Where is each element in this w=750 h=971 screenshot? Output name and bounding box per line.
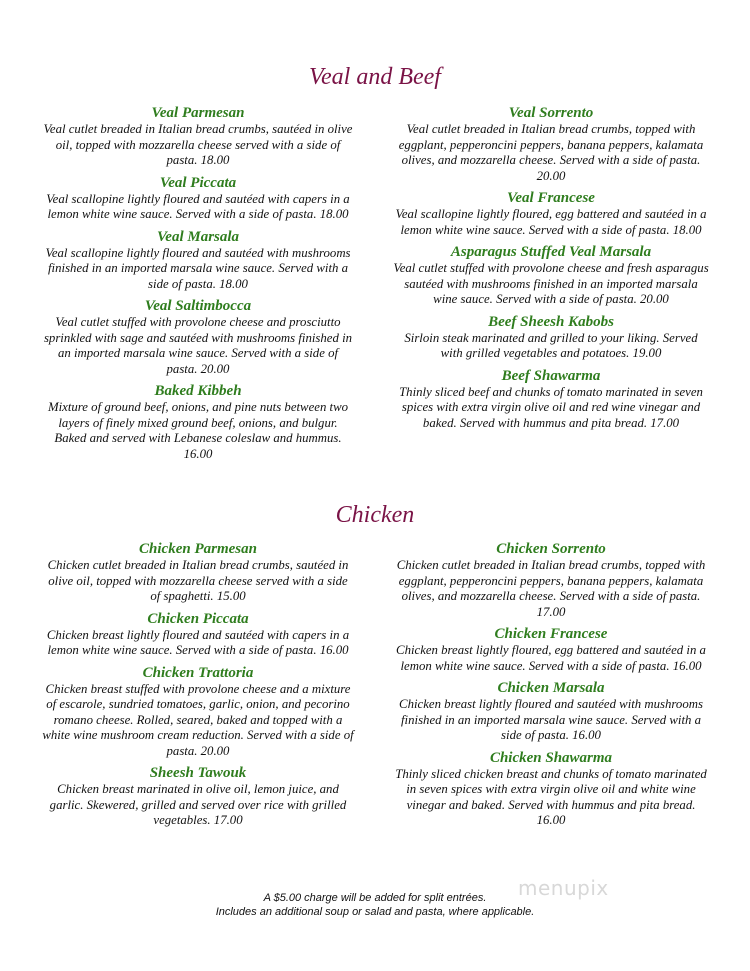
menu-item-description: Veal cutlet breaded in Italian bread crumbs, topped with eggplant, pepperoncini peppers, banana peppers, kalamata olives, and mozzarella cheese. Served with a side of pasta. 20.00 xyxy=(398,122,704,183)
menu-item-description: Chicken cutlet breaded in Italian bread crumbs, sautéed in olive oil, topped with mozzarella cheese served with a side of spaghetti. 15.00 xyxy=(47,558,349,603)
menu-item-description: Chicken cutlet breaded in Italian bread crumbs, topped with eggplant, pepperoncini peppers, banana peppers, kalamata olives, and mozzarella cheese. Served with a side of pasta. 17.00 xyxy=(396,558,706,619)
menu-item-description: Thinly sliced beef and chunks of tomato marinated in seven spices with extra virgin olive oil and red wine vinegar and baked. Served with hummus and pita bread. 17.00 xyxy=(399,384,703,430)
section-title-veal-and-beef: Veal and Beef xyxy=(309,64,441,90)
menu-item-description: Mixture of ground beef, onions, and pine nuts between two layers of finely mixed ground beef, onions, and bulgur. Baked and served with Lebanese coleslaw and hummus. 16.00 xyxy=(47,400,349,461)
menu-item xyxy=(42,541,354,605)
menu-item-description: Chicken breast lightly floured, egg battered and sautéed in a lemon white wine sauce. Served with a side of pasta. 16.00 xyxy=(396,643,706,673)
menupix-watermark: menupix xyxy=(518,876,609,900)
menu-item-name: Veal Francese xyxy=(507,190,595,206)
section-title-chicken: Chicken xyxy=(335,502,415,528)
menu-item-name: Chicken Sorrento xyxy=(496,541,606,557)
menu-item xyxy=(393,750,709,829)
menu-item xyxy=(42,665,354,760)
menu-item-name: Sheesh Tawouk xyxy=(149,765,247,781)
veal-left-column xyxy=(42,105,354,468)
menu-item xyxy=(42,298,354,377)
menu-item-name: Chicken Shawarma xyxy=(489,749,613,766)
menu-item-description: Thinly sliced chicken breast and chunks of tomato marinated in seven spices with extra virgin olive oil and white wine vinegar and baked. Served with hummus and pita bread. 16.00 xyxy=(395,766,707,827)
menu-item-name: Asparagus Stuffed Veal Marsala xyxy=(450,244,652,260)
menu-item xyxy=(393,626,709,674)
menu-item-name: Baked Kibbeh xyxy=(154,383,242,399)
menu-item-description: Chicken breast marinated in olive oil, lemon juice, and garlic. Skewered, grilled and served over rice with grilled vegetables. 17.00 xyxy=(49,782,347,827)
menu-item xyxy=(42,105,354,169)
menu-item-description: Veal scallopine lightly floured, egg battered and sautéed in a lemon white wine sauce. Served with a side of pasta. 18.00 xyxy=(395,207,707,237)
menu-item-name: Beef Shawarma xyxy=(501,367,601,384)
menu-item-name: Chicken Parmesan xyxy=(139,541,257,557)
menu-item xyxy=(393,541,709,620)
menu-item-description: Chicken breast lightly floured and sautéed with capers in a lemon white wine sauce. Served with a side of pasta. 16.00 xyxy=(46,627,350,657)
menu-item xyxy=(42,611,354,659)
menu-item xyxy=(393,105,709,184)
menu-item xyxy=(42,229,354,293)
chicken-left-column xyxy=(42,541,354,835)
menu-item-description: Chicken breast stuffed with provolone cheese and a mixture of escarole, sundried tomatoes, garlic, onion, and pecorino romano cheese. Rolled, seared, baked and topped with a white wine mushroom cream reduction. Served with a side of pasta. 20.00 xyxy=(42,681,354,758)
menu-item-description: Veal cutlet stuffed with provolone cheese and fresh asparagus sautéed with mushrooms finished in an imported marsala wine sauce. Served with a side of pasta. 20.00 xyxy=(393,261,709,306)
menu-item-name: Veal Sorrento xyxy=(508,105,594,121)
menu-item xyxy=(393,680,709,744)
menu-item-description: Veal cutlet stuffed with provolone cheese and prosciutto sprinkled with sage and sautéed with mushrooms finished in an imported marsala wine sauce. Served with a side of pasta. 20.00 xyxy=(43,315,353,376)
menu-item-name: Chicken Marsala xyxy=(497,680,605,696)
menu-item-description: Sirloin steak marinated and grilled to your liking. Served with grilled vegetables and potatoes. 19.00 xyxy=(404,330,698,360)
menu-item-name: Veal Parmesan xyxy=(151,105,245,121)
menu-item xyxy=(42,175,354,223)
menu-item xyxy=(42,765,354,829)
menu-item-name: Chicken Piccata xyxy=(147,610,249,627)
menu-item-description: Veal scallopine lightly floured and sautéed with capers in a lemon white wine sauce. Served with a side of pasta. 18.00 xyxy=(46,191,350,221)
menu-item xyxy=(393,368,709,432)
menu-item-name: Veal Marsala xyxy=(156,228,240,245)
menu-item-name: Chicken Trattoria xyxy=(142,664,254,681)
menu-item-name: Veal Piccata xyxy=(159,174,237,191)
split-charge-note: A $5.00 charge will be added for split entrées. xyxy=(263,892,487,904)
menu-item-name: Beef Sheesh Kabobs xyxy=(488,313,614,330)
menu-item xyxy=(393,244,709,308)
menu-item-name: Veal Saltimbocca xyxy=(144,298,252,314)
menu-item xyxy=(393,314,709,362)
menu-item-name: Chicken Francese xyxy=(494,626,608,642)
footer-note xyxy=(0,891,750,919)
chicken-right-column xyxy=(393,541,709,835)
menu-item xyxy=(393,190,709,238)
menu-item-description: Veal cutlet breaded in Italian bread crumbs, sautéed in olive oil, topped with mozzarella cheese served with a side of pasta. 18.00 xyxy=(43,122,353,167)
menu-item-description: Chicken breast lightly floured and sautéed with mushrooms finished in an imported marsala wine sauce. Served with a side of pasta. 16.00 xyxy=(399,697,703,742)
menu-item xyxy=(42,383,354,462)
veal-right-column xyxy=(393,105,709,437)
includes-note: Includes an additional soup or salad and pasta, where applicable. xyxy=(215,906,535,918)
menu-item-description: Veal scallopine lightly floured and sautéed with mushrooms finished in an imported marsala wine sauce. Served with a side of pasta. 18.00 xyxy=(45,245,351,291)
